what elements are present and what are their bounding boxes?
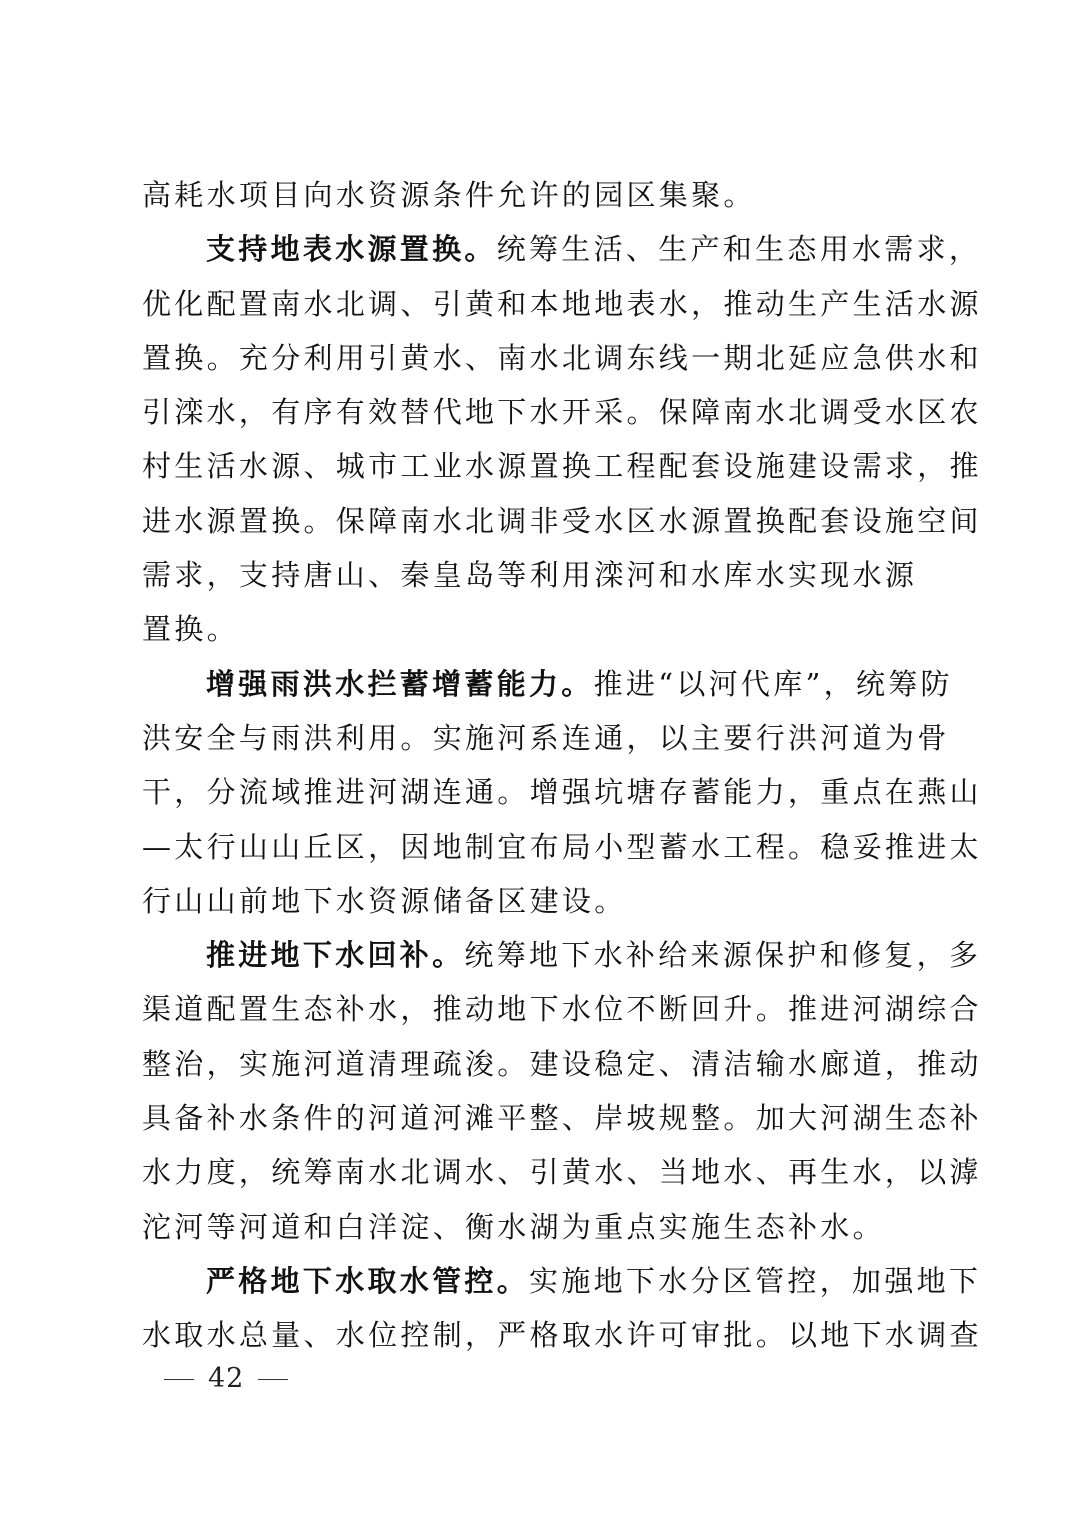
text-line: 实施地下水分区管控，加强地下 [529,1263,982,1298]
page-number: 42 [208,1363,245,1394]
text-line: 具备补水条件的河道河滩平整、岸坡规整。加大河湖生态补 [142,1101,982,1136]
document-body [142,168,982,1363]
text-line: 干，分流域推进河湖连通。增强坑塘存蓄能力，重点在燕山 [142,775,982,810]
text-line: —太行山山丘区，因地制宜布局小型蓄水工程。稳妥推进太 [142,829,982,864]
text-line: 统筹生活、生产和生态用水需求， [496,232,982,267]
text-line: 水力度，统筹南水北调水、引黄水、当地水、再生水，以滹 [142,1155,982,1190]
text-line: 洪安全与雨洪利用。实施河系连通，以主要行洪河道为骨 [142,720,950,755]
paragraph-first-line [142,1254,982,1308]
text-line: 引滦水，有序有效替代地下水开采。保障南水北调受水区农 [142,395,982,430]
page-footer [150,1363,302,1394]
dash-right [258,1379,288,1381]
paragraph-heading: 增强雨洪水拦蓄增蓄能力。 [206,666,594,701]
text-line: 进水源置换。保障南水北调非受水区水源置换配套设施空间 [142,503,982,538]
paragraph-first-line [142,657,953,711]
text-line: 渠道配置生态补水，推动地下水位不断回升。推进河湖综合 [142,992,982,1027]
text-line: 沱河等河道和白洋淀、衡水湖为重点实施生态补水。 [142,1209,885,1244]
paragraph-heading: 推进地下水回补。 [206,938,465,973]
text-line: 优化配置南水北调、引黄和本地地表水，推动生产生活水源 [142,286,982,321]
text-line: 行山山前地下水资源储备区建设。 [142,883,627,918]
paragraph-heading: 严格地下水取水管控。 [206,1263,530,1298]
dash-left [164,1379,194,1381]
paragraph-first-line [142,222,982,276]
text-line: 置换。 [142,612,239,647]
text-line: 统筹地下水补给来源保护和修复，多 [464,938,982,973]
text-line: 整治，实施河道清理疏浚。建设稳定、清洁输水廊道，推动 [142,1046,982,1081]
text-line: 水取水总量、水位控制，严格取水许可审批。以地下水调查 [142,1318,982,1353]
text-line: 需求，支持唐山、秦皇岛等利用滦河和水库水实现水源 [142,558,918,593]
text-line: 村生活水源、城市工业水源置换工程配套设施建设需求，推 [142,449,982,484]
text-line: 置换。充分利用引黄水、南水北调东线一期北延应急供水和 [142,340,982,375]
text-line: 高耗水项目向水资源条件允许的园区集聚。 [142,178,756,212]
paragraph-heading: 支持地表水源置换。 [206,232,497,267]
text-line: 推进“以河代库”，统筹防 [593,666,953,701]
paragraph-first-line [142,928,982,982]
